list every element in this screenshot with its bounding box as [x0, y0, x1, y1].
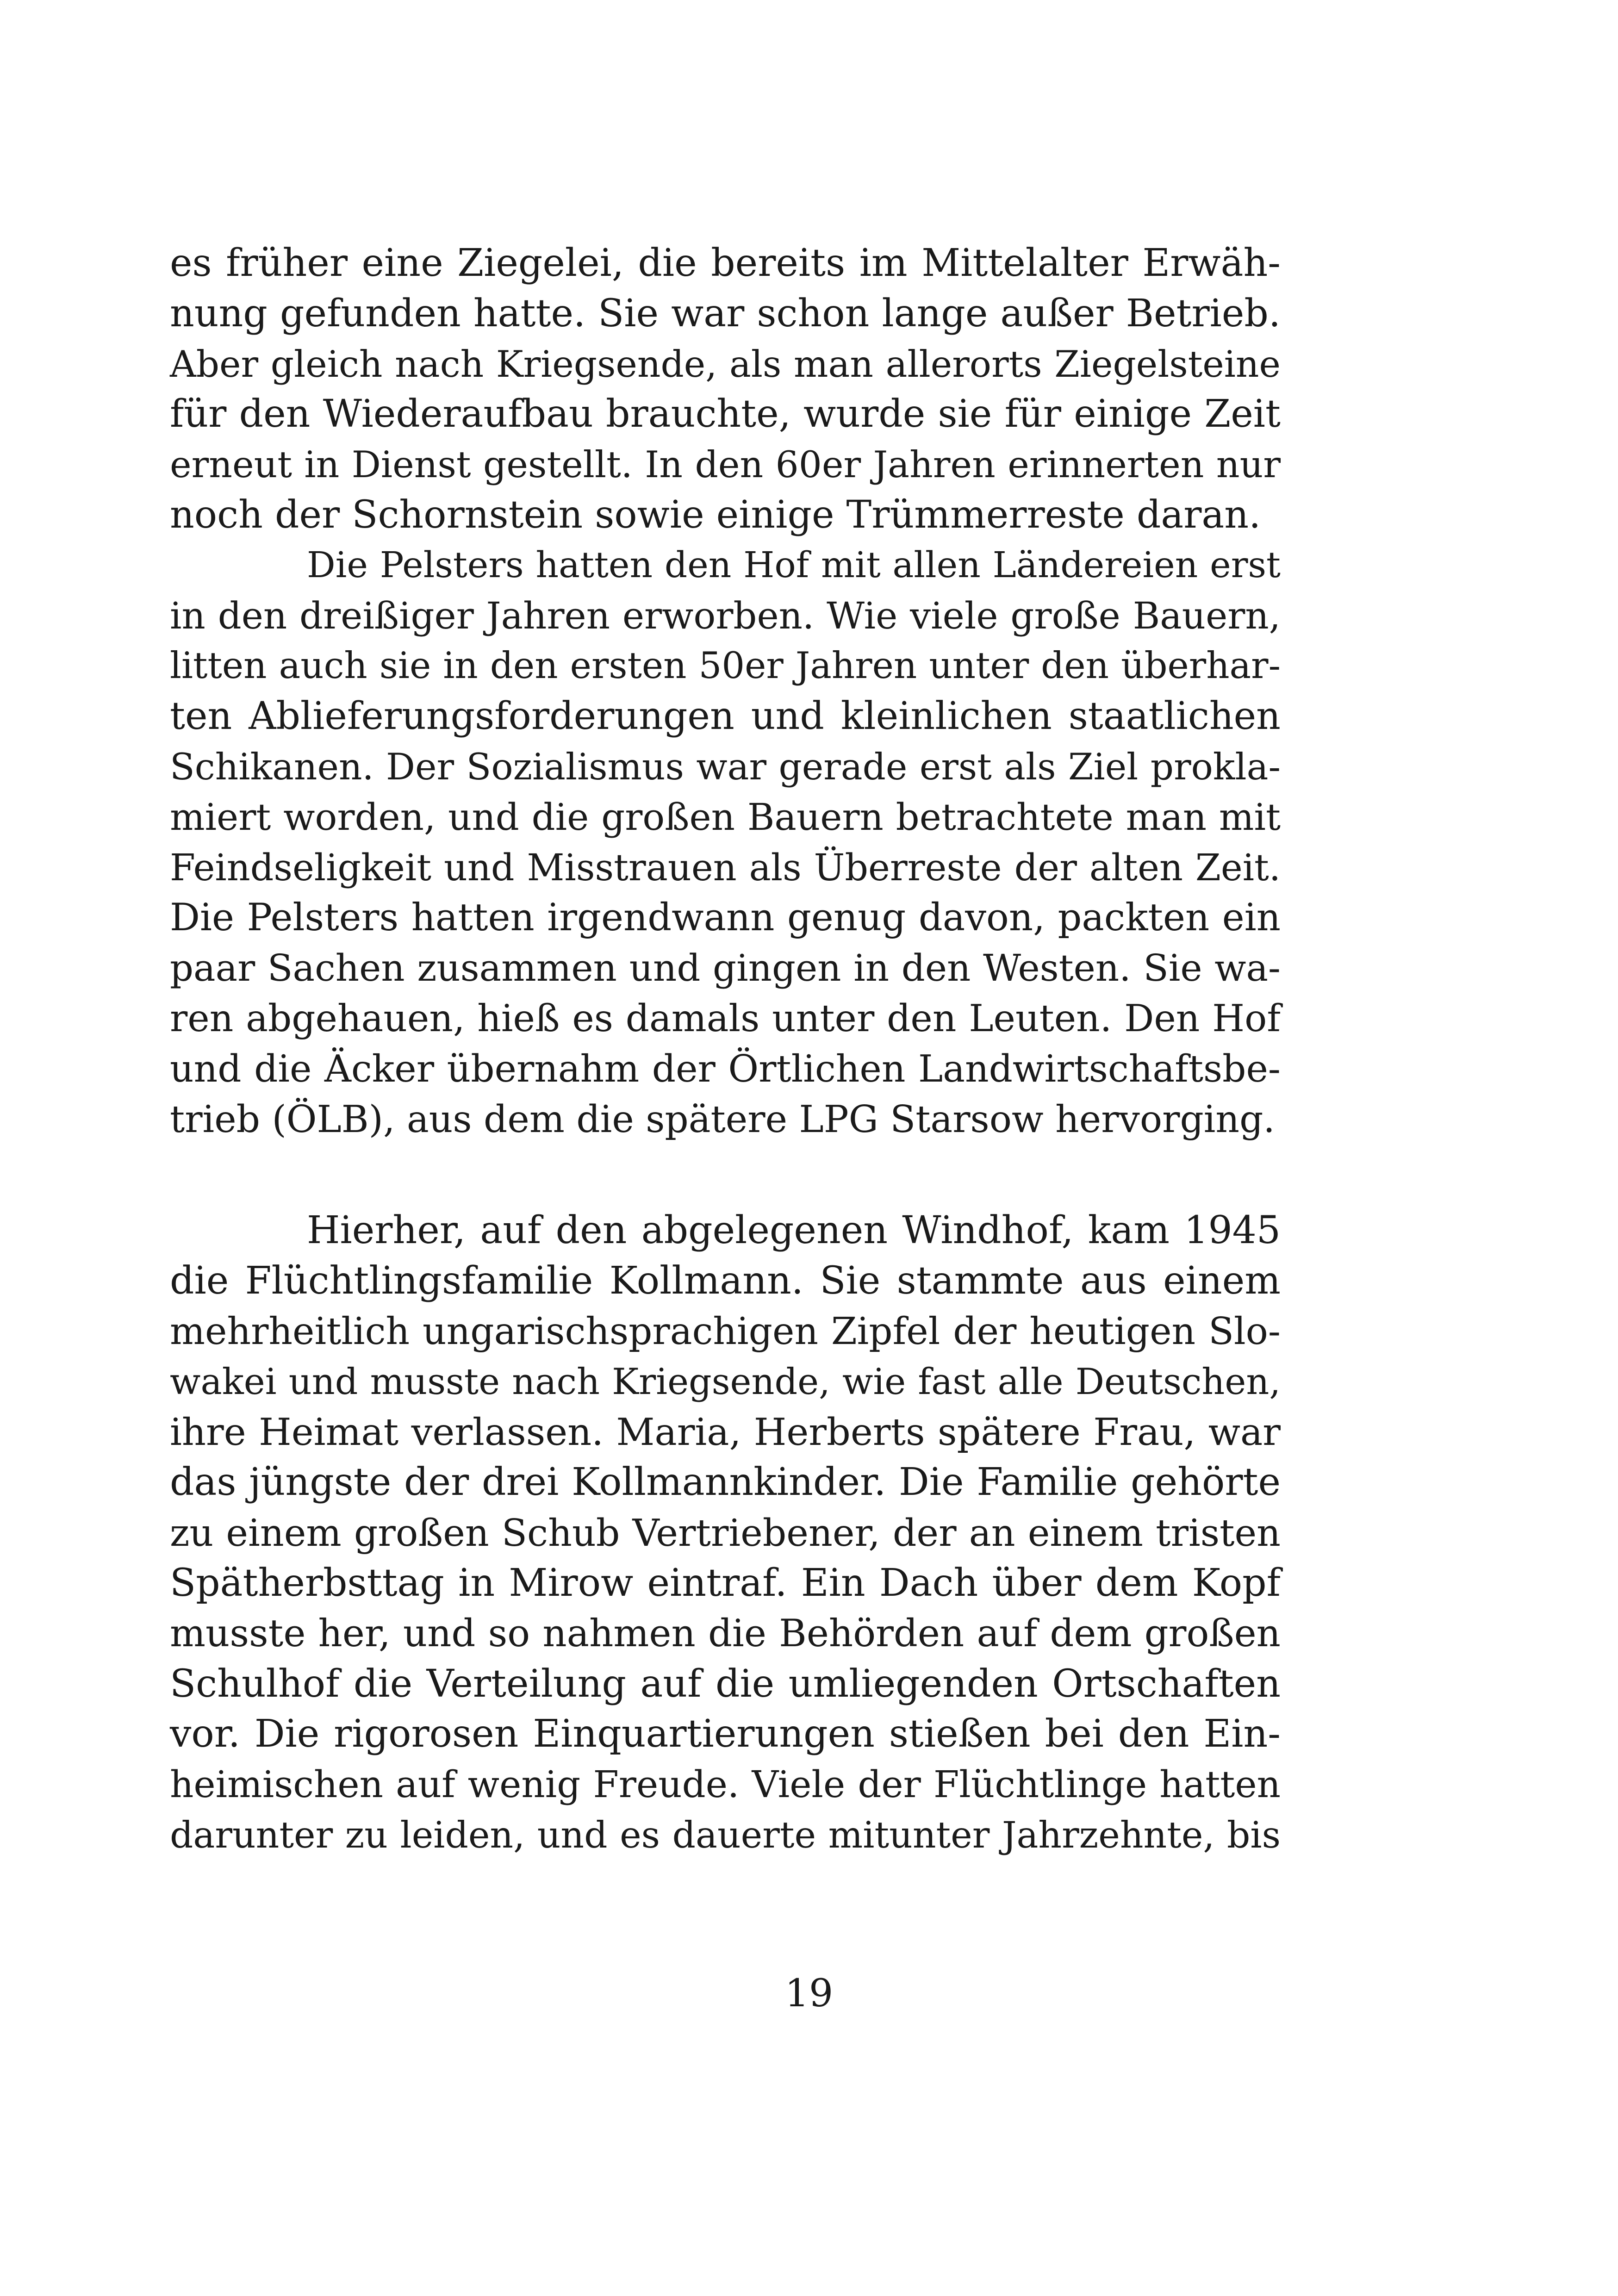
text-line: darunter zu leiden, und es dauerte mitunter Jahrzehnte, bis	[170, 1813, 1281, 1856]
paragraph-1	[170, 238, 1281, 541]
text-line: für den Wiederaufbau brauchte, wurde sie für einige Zeit	[170, 392, 1281, 436]
text-line: Spätherbsttag in Mirow eintraf. Ein Dach über dem Kopf	[170, 1561, 1281, 1605]
text-line: ren abgehauen, hieß es damals unter den Leuten. Den Hof	[170, 996, 1281, 1040]
text-line: wakei und musste nach Kriegsende, wie fast alle Deutschen,	[170, 1361, 1281, 1403]
text-line: ten Ablieferungsforderungen und kleinlichen staatlichen	[170, 694, 1281, 739]
text-line: Schulhof die Verteilung auf die umliegenden Ortschaften	[170, 1661, 1281, 1706]
text-line: nung gefunden hatte. Sie war schon lange außer Betrieb.	[170, 291, 1281, 336]
text-line: Die Pelsters hatten irgendwann genug davon, packten ein	[170, 896, 1281, 940]
text-line: und die Äcker übernahm der Örtlichen Landwirtschaftsbe-	[170, 1047, 1281, 1090]
text-line: ihre Heimat verlassen. Maria, Herberts spätere Frau, war	[170, 1410, 1281, 1454]
text-line: paar Sachen zusammen und gingen in den Westen. Sie wa-	[170, 946, 1281, 990]
text-line: trieb (ÖLB), aus dem die spätere LPG Starsow hervorging.	[170, 1097, 1275, 1141]
text-line: es früher eine Ziegelei, die bereits im Mittelalter Erwäh-	[170, 241, 1281, 285]
text-line: mehrheitlich ungarischsprachigen Zipfel der heutigen Slo-	[170, 1309, 1281, 1353]
text-line: Aber gleich nach Kriegsende, als man allerorts Ziegelsteine	[170, 342, 1281, 386]
text-line: Feindseligkeit und Misstrauen als Überreste der alten Zeit.	[170, 846, 1281, 889]
text-line: Hierher, auf den abgelegenen Windhof, kam 1945	[307, 1208, 1281, 1253]
text-line: noch der Schornstein sowie einige Trümmerreste daran.	[170, 492, 1261, 537]
text-line: musste her, und so nahmen die Behörden auf dem großen	[170, 1612, 1281, 1655]
body-text	[170, 238, 1281, 1860]
paragraph-3	[170, 1206, 1281, 1860]
text-line: miert worden, und die großen Bauern betrachtete man mit	[170, 795, 1281, 839]
section-gap	[170, 1145, 1281, 1206]
text-line: Schikanen. Der Sozialismus war gerade erst als Ziel prokla-	[170, 745, 1281, 788]
text-line: in den dreißiger Jahren erworben. Wie viele große Bauern,	[170, 594, 1281, 637]
text-line: heimischen auf wenig Freude. Viele der Flüchtlinge hatten	[170, 1763, 1281, 1806]
paragraph-2	[170, 541, 1281, 1145]
text-line: litten auch sie in den ersten 50er Jahren unter den überhar-	[170, 645, 1281, 687]
text-line: die Flüchtlingsfamilie Kollmann. Sie stammte aus einem	[170, 1259, 1281, 1303]
text-line: Die Pelsters hatten den Hof mit allen Ländereien erst	[307, 544, 1281, 586]
page-number: 19	[784, 1972, 834, 2016]
text-line: zu einem großen Schub Vertriebener, der an einem tristen	[170, 1511, 1281, 1555]
text-line: das jüngste der drei Kollmannkinder. Die Familie gehörte	[170, 1460, 1281, 1505]
text-line: erneut in Dienst gestellt. In den 60er Jahren erinnerten nur	[170, 443, 1281, 486]
text-line: vor. Die rigorosen Einquartierungen stießen bei den Ein-	[170, 1712, 1281, 1756]
